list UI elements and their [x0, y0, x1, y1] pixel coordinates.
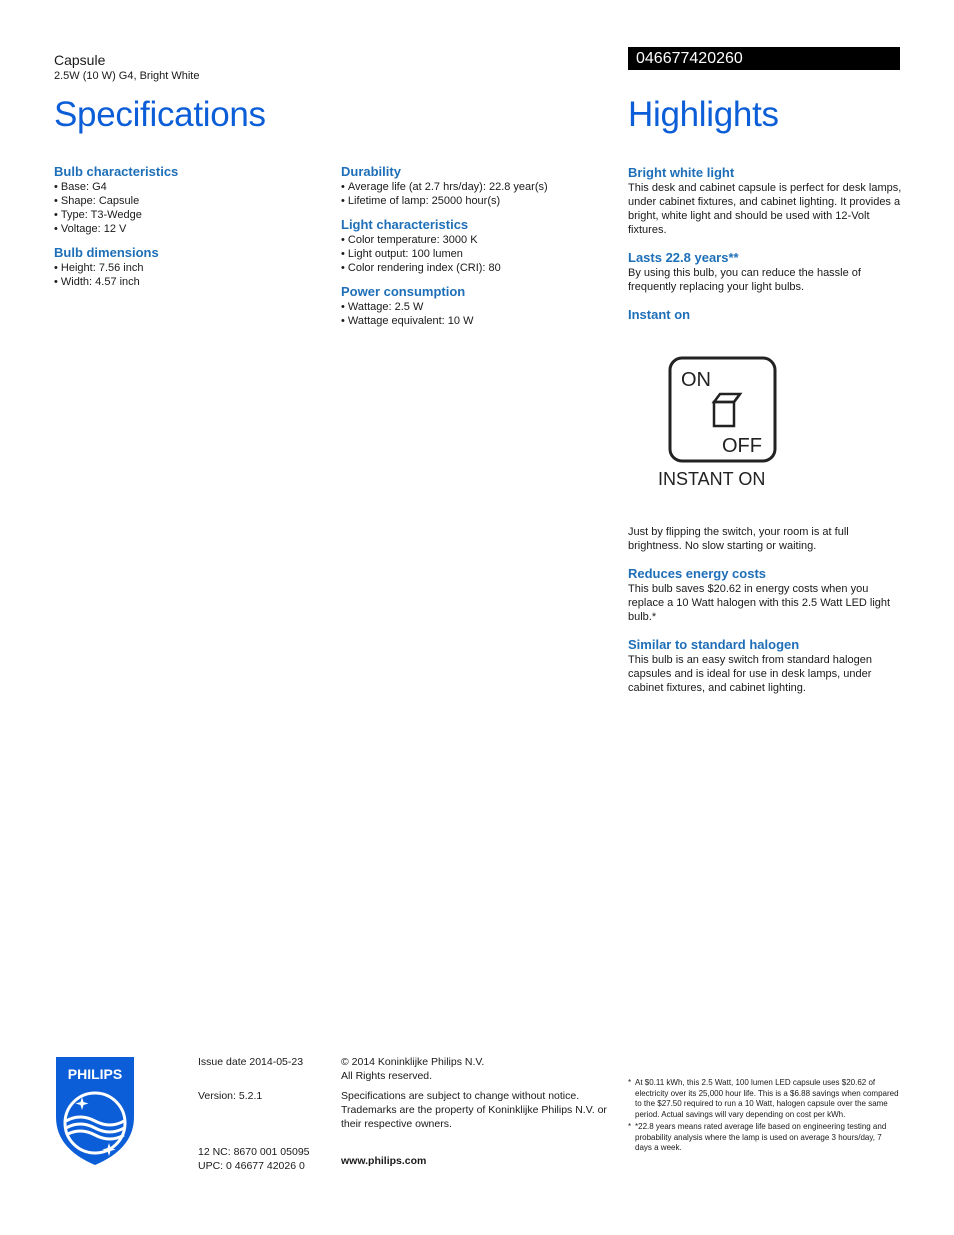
highlight-section — [628, 250, 903, 294]
instant-on-caption: INSTANT ON — [658, 469, 766, 489]
spec-column-2 — [341, 164, 611, 337]
spec-item: • Width: 4.57 inch — [54, 275, 324, 289]
footnote-text: *22.8 years means rated average life based on engineering testing and probability analysis where the lamp is used on average 3 hours/day, 7 days a week. — [635, 1122, 887, 1152]
footnote-mark: * — [628, 1078, 632, 1087]
highlight-text: This desk and cabinet capsule is perfect for desk lamps, under cabinet fixtures, and cabinet lighting. It provides a bright, white light and should be used with 12-Volt fixtures. — [628, 182, 902, 236]
highlights-top — [628, 165, 903, 336]
highlight-heading: Bright white light — [628, 165, 735, 180]
highlight-section — [628, 525, 903, 553]
highlights-bottom — [628, 525, 903, 708]
highlight-section — [628, 566, 903, 624]
footnotes — [628, 1078, 900, 1154]
spec-item: • Color rendering index (CRI): 80 — [341, 261, 611, 275]
spec-item: • Color temperature: 3000 K — [341, 233, 611, 247]
philips-shield-logo — [54, 1055, 136, 1167]
spec-item: • Type: T3-Wedge — [54, 208, 324, 222]
spec-item: • Wattage: 2.5 W — [341, 300, 611, 314]
spec-item: • Lifetime of lamp: 25000 hour(s) — [341, 194, 611, 208]
spec-column-1 — [54, 164, 324, 298]
switch-off-label: OFF — [722, 435, 762, 457]
website-link[interactable]: www.philips.com — [341, 1155, 427, 1167]
issue-date: Issue date 2014-05-23 — [198, 1056, 304, 1068]
logo-wordmark: PHILIPS — [67, 1066, 123, 1082]
product-name: Capsule — [54, 52, 106, 68]
product-subtitle: 2.5W (10 W) G4, Bright White — [54, 70, 200, 82]
product-code: 046677420260 — [628, 47, 900, 70]
spec-heading: Bulb characteristics — [54, 164, 179, 179]
spec-section — [54, 245, 324, 289]
spec-item: • Wattage equivalent: 10 W — [341, 314, 611, 328]
spec-item: • Voltage: 12 V — [54, 222, 324, 236]
highlight-text: This bulb saves $20.62 in energy costs when you replace a 10 Watt halogen with this 2.5 Watt LED light bulb.* — [628, 583, 891, 623]
footnote-mark: * — [628, 1122, 632, 1131]
highlight-heading: Instant on — [628, 307, 691, 322]
spec-item: • Shape: Capsule — [54, 194, 324, 208]
spec-item: • Light output: 100 lumen — [341, 247, 611, 261]
footnote-text: At $0.11 kWh, this 2.5 Watt, 100 lumen LED capsule uses $20.62 of electricity over its 25,000 hour life. This is a $6.88 savings when compared to the $27.50 required to run a 10 Watt, halogen capsule over the same period. Actual savings will vary depending on cost per kWh. — [635, 1078, 899, 1119]
upc-number: UPC: 0 46677 42026 0 — [198, 1160, 305, 1172]
spec-item: • Height: 7.56 inch — [54, 261, 324, 275]
footer-legal — [341, 1055, 611, 1168]
spec-section — [341, 217, 611, 275]
specifications-title: Specifications — [54, 95, 266, 134]
spec-heading: Light characteristics — [341, 217, 469, 232]
switch-on-label: ON — [681, 369, 711, 391]
highlight-text: By using this bulb, you can reduce the hassle of frequently replacing your light bulbs. — [628, 267, 861, 293]
highlight-section — [628, 637, 903, 695]
version: Version: 5.2.1 — [198, 1090, 263, 1102]
footer-meta — [198, 1055, 328, 1173]
copyright: © 2014 Koninklijke Philips N.V. — [341, 1056, 485, 1068]
spec-heading: Bulb dimensions — [54, 245, 159, 260]
toggle-rocker-icon — [714, 394, 740, 426]
spec-item: • Base: G4 — [54, 180, 324, 194]
highlight-heading: Similar to standard halogen — [628, 637, 800, 652]
spec-section — [341, 164, 611, 208]
spec-section — [341, 284, 611, 328]
highlight-section — [628, 165, 903, 237]
spec-heading: Durability — [341, 164, 401, 179]
instant-on-switch-icon — [656, 356, 788, 491]
highlight-text: This bulb is an easy switch from standard halogen capsules and is ideal for use in desk lamps, under cabinet fixtures, and cabinet lighting. — [628, 654, 872, 694]
spec-heading: Power consumption — [341, 284, 466, 299]
highlight-heading: Lasts 22.8 years** — [628, 250, 739, 265]
highlight-section — [628, 307, 903, 323]
spec-section — [54, 164, 324, 236]
highlights-title: Highlights — [628, 95, 779, 134]
nc-number: 12 NC: 8670 001 05095 — [198, 1146, 310, 1158]
highlight-text: Just by flipping the switch, your room is at full brightness. No slow starting or waiting. — [628, 526, 849, 552]
disclaimer: Specifications are subject to change without notice. Trademarks are the property of Koninklijke Philips N.V. or their respective owners. — [341, 1090, 607, 1130]
footnote — [628, 1122, 900, 1154]
spec-item: • Average life (at 2.7 hrs/day): 22.8 year(s) — [341, 180, 611, 194]
highlight-heading: Reduces energy costs — [628, 566, 767, 581]
footnote — [628, 1078, 900, 1120]
rights: All Rights reserved. — [341, 1070, 433, 1082]
